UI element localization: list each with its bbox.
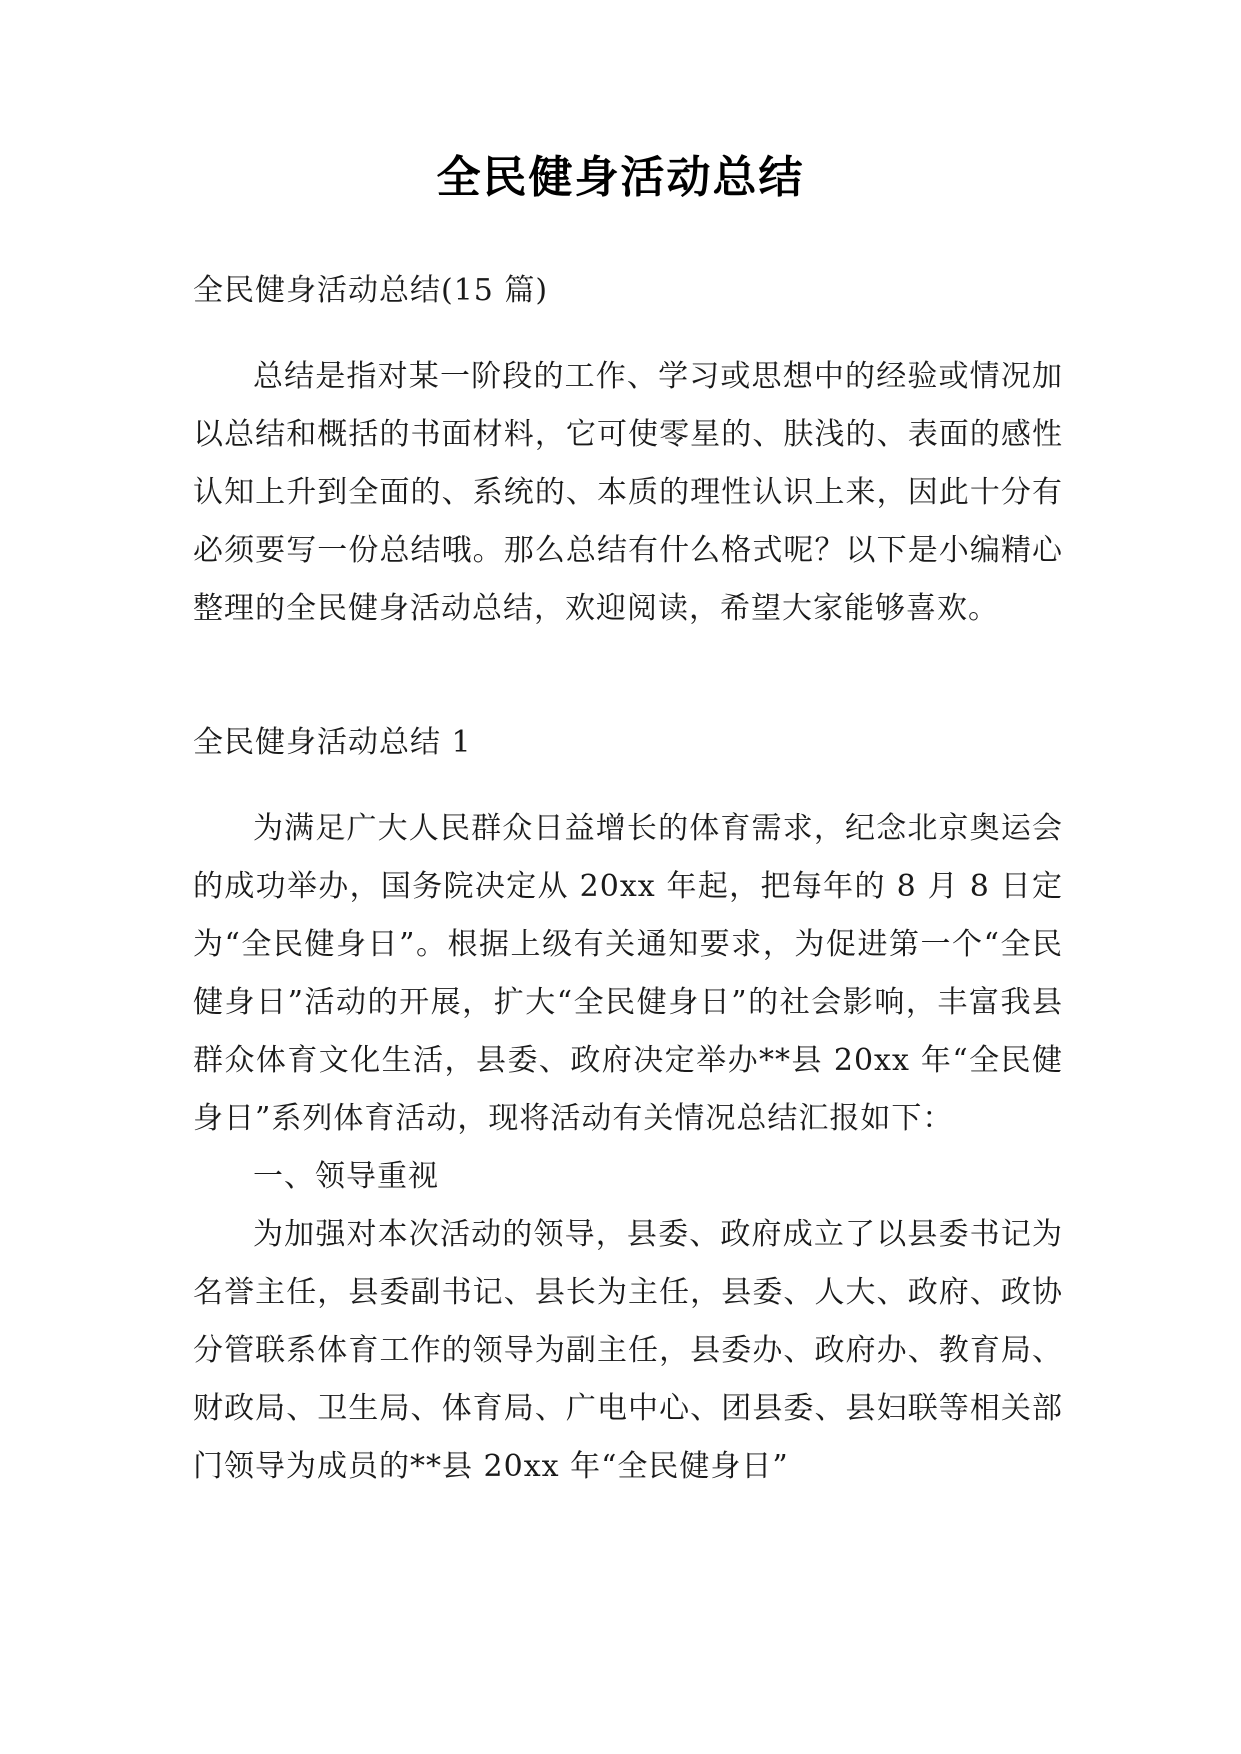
section-paragraph: 为加强对本次活动的领导，县委、政府成立了以县委书记为名誉主任，县委副书记、县长为主任，县委、人大、政府、政协分管联系体育工作的领导为副主任，县委办、政府办、教育局、财政局、卫生局、体育局、广电中心、团县委、县妇联等相关部门领导为成员的**县 20xx 年“全民健身日”: [193, 1217, 1063, 1484]
intro-section: [193, 348, 1063, 638]
section-paragraph: 为满足广大人民群众日益增长的体育需求，纪念北京奥运会的成功举办，国务院决定从 20xx 年起，把每年的 8 月 8 日定为“全民健身日”。根据上级有关通知要求，为促进第一个“全民健身日”活动的开展，扩大“全民健身日”的社会影响，丰富我县群众体育文化生活，县委、政府决定举办**县 20xx 年“全民健身日”系列体育活动，现将活动有关情况总结汇报如下：: [193, 811, 1063, 1136]
document-title: 全民健身活动总结: [436, 152, 805, 203]
section-body: [193, 800, 1063, 1496]
section-subheading: 一、领导重视: [253, 1159, 439, 1194]
intro-paragraph: 总结是指对某一阶段的工作、学习或思想中的经验或情况加以总结和概括的书面材料，它可使零星的、肤浅的、表面的感性认知上升到全面的、系统的、本质的理性认识上来，因此十分有必须要写一份总结哦。那么总结有什么格式呢？以下是小编精心整理的全民健身活动总结，欢迎阅读，希望大家能够喜欢。: [193, 359, 1063, 626]
document-subtitle: 全民健身活动总结(15 篇): [193, 273, 549, 308]
section-heading: 全民健身活动总结 1: [193, 725, 472, 760]
